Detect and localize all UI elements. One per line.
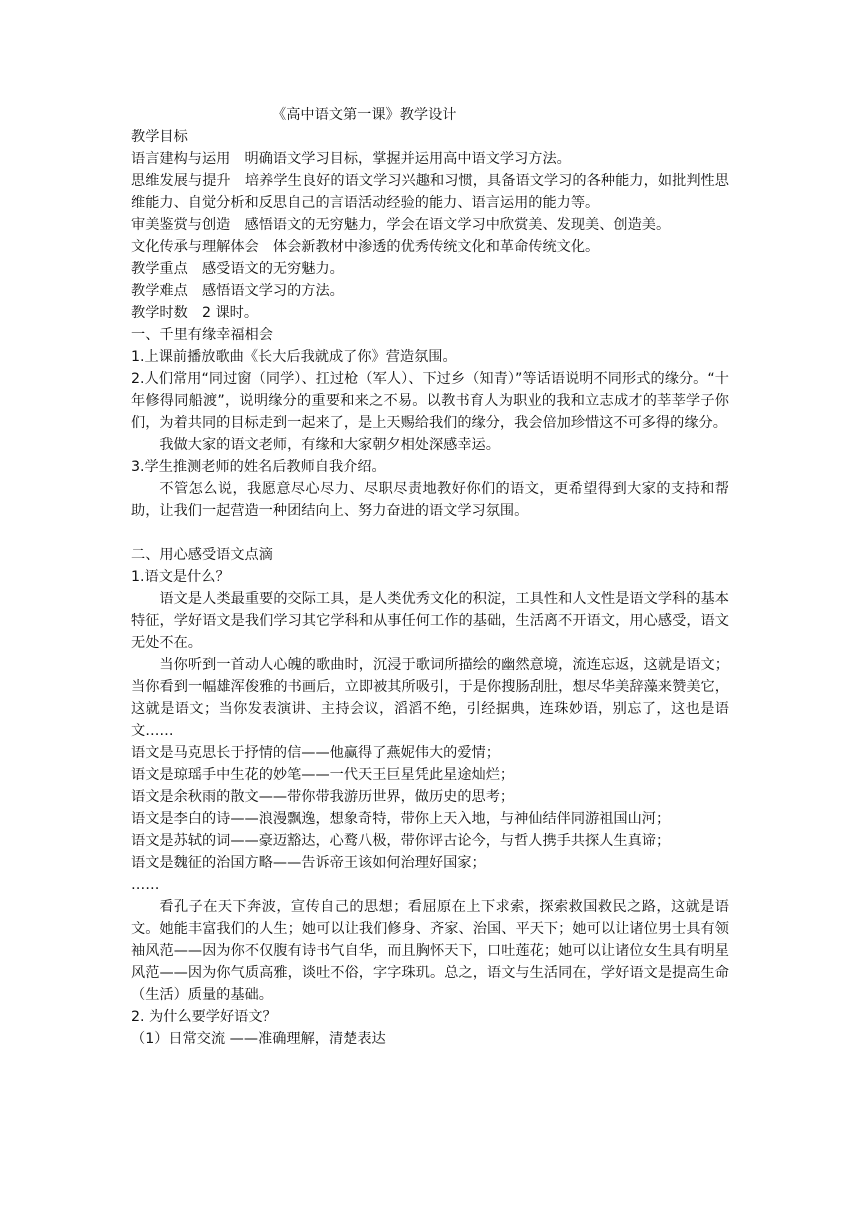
teaching-difficulty: 教学难点 感悟语文学习的方法。: [131, 283, 344, 299]
section1-item-2-continued: 我做大家的语文老师，有缘和大家朝夕相处深感幸运。: [159, 437, 500, 453]
section2-question-2: 2. 为什么要学好语文？: [131, 1009, 277, 1025]
goal-language: 语言建构与运用 明确语文学习目标，掌握并运用高中语文学习方法。: [131, 151, 571, 167]
section2-question-2-item-1: （1）日常交流 ——准确理解，清楚表达: [131, 1031, 386, 1047]
section1-item-3-continued: 不管怎么说，我愿意尽心尽力、尽职尽责地教好你们的语文，更希望得到大家的支持和帮助，让我们一起营造一种团结向上、努力奋进的语文学习氛围。: [131, 481, 729, 519]
blank-line: [131, 522, 729, 544]
section2-paragraph-3: 看孔子在天下奔波，宣传自己的思想；看屈原在上下求索，探索救国救民之路，这就是语文。她能丰富我们的人生；她可以让我们修身、齐家、治国、平天下；她可以让诸位男士具有领袖风范——因为你不仅腹有诗书气自华，而且胸怀天下，口吐莲花；她可以让诸位女生具有明星风范——因为你气质高雅，谈吐不俗，字字珠玑。总之，语文与生活同在，学好语文是提高生命（生活）质量的基础。: [131, 899, 729, 1003]
section2-question-1: 1.语文是什么？: [131, 569, 230, 585]
section2-line-6: 语文是魏征的治国方略——告诉帝王该如何治理好国家；: [131, 855, 486, 871]
key-point: 教学重点 感受语文的无穷魅力。: [131, 261, 344, 277]
section1-heading: 一、千里有缘幸福相会: [131, 327, 273, 343]
document-title: 《高中语文第一课》教学设计: [272, 107, 457, 123]
teaching-duration: 教学时数 2 课时。: [131, 305, 259, 321]
section2-paragraph-2: 当你听到一首动人心魄的歌曲时，沉浸于歌词所描绘的幽然意境，流连忘返，这就是语文；当你看到一幅雄浑俊雅的书画后，立即被其所吸引，于是你搜肠刮肚，想尽华美辞藻来赞美它，这就是语文；当你发表演讲、主持会议，滔滔不绝，引经据典，连珠妙语，别忘了，这也是语文……: [131, 657, 729, 739]
section2-line-1: 语文是马克思长于抒情的信——他赢得了燕妮伟大的爱情；: [131, 745, 500, 761]
section2-line-5: 语文是苏轼的词——豪迈豁达，心鹜八极，带你评古论今，与哲人携手共探人生真谛；: [131, 833, 671, 849]
section2-heading: 二、用心感受语文点滴: [131, 547, 273, 563]
section1-item-2: 2.人们常用“同过窗（同学）、扛过枪（军人）、下过乡（知青）”等话语说明不同形式的缘分。“十年修得同船渡”，说明缘分的重要和来之不易。以教书育人为职业的我和立志成才的莘莘学子你们，为着共同的目标走到一起来了，是上天赐给我们的缘分，我会倍加珍惜这不可多得的缘分。: [131, 371, 729, 431]
section2-paragraph-1: 语文是人类最重要的交际工具，是人类优秀文化的积淀，工具性和人文性是语文学科的基本特征，学好语文是我们学习其它学科和从事任何工作的基础，生活离不开语文，用心感受，语文无处不在。: [131, 591, 729, 651]
section2-line-3: 语文是余秋雨的散文——带你带我游历世界，做历史的思考；: [131, 789, 515, 805]
goal-aesthetic: 审美鉴赏与创造 感悟语文的无穷魅力，学会在语文学习中欣赏美、发现美、创造美。: [131, 217, 671, 233]
goals-heading: 教学目标: [131, 129, 188, 145]
section2-line-4: 语文是李白的诗——浪漫飘逸，想象奇特，带你上天入地，与神仙结伴同游祖国山河；: [131, 811, 671, 827]
goal-thinking: 思维发展与提升 培养学生良好的语文学习兴趣和习惯，具备语文学习的各种能力，如批判性思维能力、自觉分析和反思自己的言语活动经验的能力、语言运用的能力等。: [131, 173, 729, 211]
section2-ellipsis: ……: [131, 877, 160, 893]
section2-line-2: 语文是琼瑶手中生花的妙笔——一代天王巨星凭此星途灿烂；: [131, 767, 515, 783]
section1-item-3: 3.学生推测老师的姓名后教师自我介绍。: [131, 459, 386, 475]
goal-culture: 文化传承与理解体会 体会新教材中渗透的优秀传统文化和革命传统文化。: [131, 239, 600, 255]
section1-item-1: 1.上课前播放歌曲《长大后我就成了你》营造氛围。: [131, 349, 457, 365]
document-body: [131, 104, 729, 1050]
